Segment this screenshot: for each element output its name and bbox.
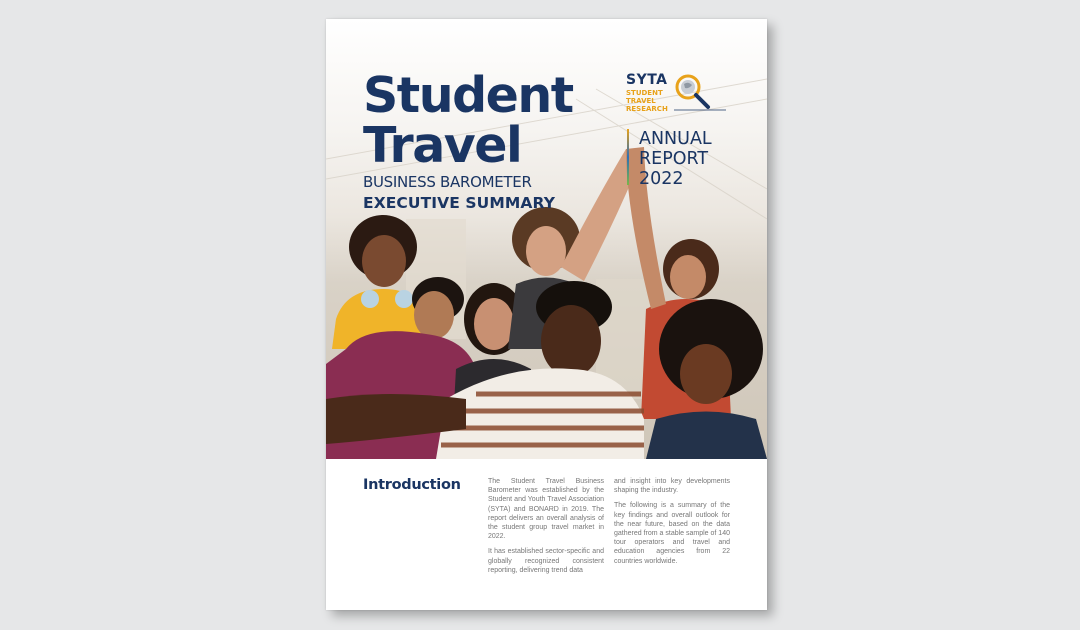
intro-paragraph-1: The Student Travel Business Barometer was established by the Student and Youth Travel Association (SYTA) and BONARD in 2019. The report delivers an overall analysis of the student group travel market in 2022.	[488, 478, 604, 541]
logo-brand: SYTA	[626, 72, 668, 88]
report-accent-bar	[627, 129, 629, 185]
title-line-2: Travel	[363, 117, 522, 174]
cover-title	[363, 67, 573, 174]
cover-subtitle: BUSINESS BAROMETER	[363, 173, 532, 191]
logo-sub-2: TRAVEL	[626, 97, 656, 105]
report-cover-page	[326, 19, 767, 610]
logo-sub-1: STUDENT	[626, 89, 663, 97]
logo-sub-3: RESEARCH	[626, 105, 668, 113]
report-year: 2022	[639, 169, 684, 189]
intro-paragraph-2: It has established sector-specific and globally recognized consistent reporting, delivering trend data	[488, 548, 604, 574]
intro-column-2	[614, 477, 730, 572]
intro-paragraph-3: and insight into key developments shaping the industry.	[614, 478, 730, 495]
syta-logo	[626, 72, 726, 114]
report-label	[639, 129, 712, 189]
intro-paragraph-4: The following is a summary of the key findings and overall outlook for the near future, based on the data gathered from a stable sample of 140 tour operators and travel and education agencies from 22 countries worldwide.	[614, 502, 730, 565]
title-line-1: Student	[363, 67, 573, 124]
report-line-1: ANNUAL	[639, 129, 712, 149]
report-line-2: REPORT	[639, 149, 709, 169]
intro-column-1	[488, 477, 604, 581]
introduction-heading: Introduction	[363, 477, 461, 493]
magnifier-globe-icon	[674, 73, 726, 113]
cover-subtitle-bold: EXECUTIVE SUMMARY	[363, 194, 556, 212]
